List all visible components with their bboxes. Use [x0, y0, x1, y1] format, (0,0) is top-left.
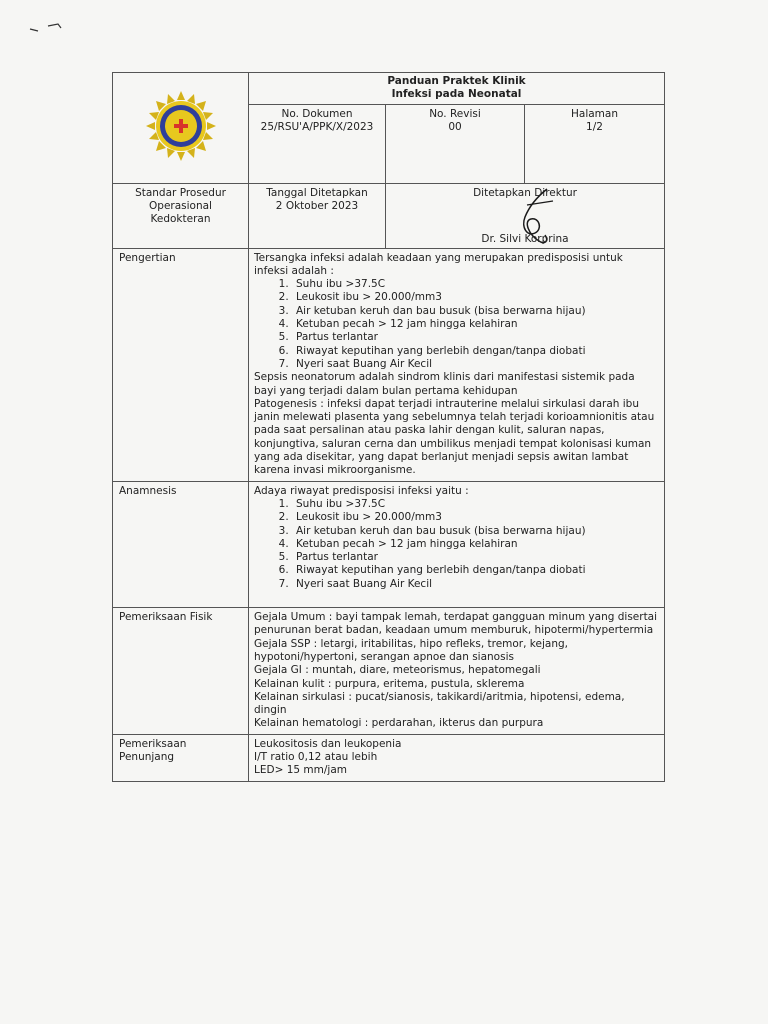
fisik-line-kelainan-kulit: Kelainan kulit : purpura, eritema, pustula, sklerema [254, 677, 525, 690]
list-item: 2. Leukosit ibu > 20.000/mm3 [292, 291, 659, 304]
fisik-line-kelainan-sirkulasi: Kelainan sirkulasi : pucat/sianosis, takikardi/aritmia, hipotensi, edema, dingin [254, 690, 625, 717]
list-item: 6. Riwayat keputihan yang berlebih dengan/tanpa diobati [292, 345, 659, 358]
document-subtitle: Infeksi pada Neonatal [391, 88, 522, 101]
tanggal-label: Tanggal Ditetapkan [266, 186, 368, 199]
fisik-line-gejala-umum: Gejala Umum : bayi tampak lemah, terdapat gangguan minum yang disertai penurunan berat badan, keadaan umum memburuk, hipotermi/hypertermia [254, 611, 658, 637]
no-dokumen-label: No. Dokumen [281, 107, 353, 120]
fisik-line-kelainan-hematologi: Kelainan hematologi : perdarahan, ikterus dan purpura [254, 717, 544, 730]
fisik-line-gejala-ssp: Gejala SSP : letargi, iritabilitas, hipo refleks, tremor, kejang, hypotoni/hypertoni, serangan apnoe dan sianosis [254, 637, 568, 663]
penunjang-line: Leukositosis dan leukopenia [254, 737, 402, 750]
sop-label-line-3: Kedokteran [150, 213, 211, 226]
tanggal-value: 2 Oktober 2023 [275, 199, 359, 212]
no-revisi-label: No. Revisi [429, 107, 481, 120]
logo-cell [113, 73, 249, 184]
section-content-pemeriksaan-penunjang [249, 734, 665, 781]
no-revisi-cell [386, 104, 525, 183]
list-item: 1. Suhu ibu >37.5C [292, 498, 659, 511]
pengertian-list [254, 278, 659, 371]
tanggal-ditetapkan-cell [249, 183, 386, 248]
hospital-logo-icon [141, 90, 221, 162]
section-content-pengertian [249, 248, 665, 481]
anamnesis-intro: Adaya riwayat predisposisi infeksi yaitu : [254, 484, 469, 497]
pengertian-intro: Tersangka infeksi adalah keadaan yang merupakan predisposisi untuk infeksi adalah : [254, 251, 623, 277]
ditetapkan-label: Ditetapkan Direktur [473, 186, 577, 199]
section-label-pemeriksaan-fisik: Pemeriksaan Fisik [113, 608, 249, 735]
section-content-pemeriksaan-fisik [249, 608, 665, 735]
sop-label-line-1: Standar Prosedur [135, 186, 226, 199]
sop-label-cell [113, 183, 249, 248]
list-item: 2. Leukosit ibu > 20.000/mm3 [292, 511, 659, 524]
ppk-document-table [112, 72, 665, 782]
list-item: 4. Ketuban pecah > 12 jam hingga kelahiran [292, 318, 659, 331]
section-content-anamnesis [249, 481, 665, 607]
ditetapkan-direktur-cell [386, 183, 665, 248]
list-item: 7. Nyeri saat Buang Air Kecil [292, 578, 659, 591]
list-item: 3. Air ketuban keruh dan bau busuk (bisa berwarna hijau) [292, 305, 659, 318]
no-dokumen-cell [249, 104, 386, 183]
signer-name: Dr. Silvi Korprina [481, 233, 569, 246]
penunjang-line: I/T ratio 0,12 atau lebih [254, 750, 378, 763]
section-label-pengertian: Pengertian [113, 248, 249, 481]
halaman-value: 1/2 [586, 120, 603, 133]
halaman-cell [525, 104, 665, 183]
penunjang-label-line-2: Penunjang [119, 750, 175, 763]
penunjang-line: LED> 15 mm/jam [254, 764, 347, 777]
section-label-pemeriksaan-penunjang [113, 734, 249, 781]
list-item: 5. Partus terlantar [292, 551, 659, 564]
penunjang-label-line-1: Pemeriksaan [119, 737, 187, 750]
no-dokumen-value: 25/RSU'A/PPK/X/2023 [260, 120, 374, 133]
halaman-label: Halaman [571, 107, 618, 120]
no-revisi-value: 00 [448, 120, 462, 133]
list-item: 7. Nyeri saat Buang Air Kecil [292, 358, 659, 371]
scan-artifact-mark [28, 20, 64, 34]
pengertian-paragraph-patogenesis: Patogenesis : infeksi dapat terjadi intrauterine melalui sirkulasi darah ibu janin melewati plasenta yang sebelumnya telah terjadi korioamnionitis atau pada saat persalinan atau paska lahir dengan kulit, saluran napas, konjungtiva, saluran cerna dan umbilikus menjadi tempat kolonisasi kuman yang ada disekitar, yang dapat berlanjut menjadi sepsis awitan lambat karena invasi mikroorganisme. [254, 397, 655, 477]
anamnesis-list [254, 498, 659, 591]
list-item: 4. Ketuban pecah > 12 jam hingga kelahiran [292, 538, 659, 551]
list-item: 6. Riwayat keputihan yang berlebih dengan/tanpa diobati [292, 564, 659, 577]
document-title-cell [249, 73, 665, 105]
list-item: 3. Air ketuban keruh dan bau busuk (bisa berwarna hijau) [292, 525, 659, 538]
section-label-anamnesis: Anamnesis [113, 481, 249, 607]
list-item: 1. Suhu ibu >37.5C [292, 278, 659, 291]
sop-label-line-2: Operasional [149, 199, 212, 212]
document-title: Panduan Praktek Klinik [387, 75, 526, 87]
list-item: 5. Partus terlantar [292, 331, 659, 344]
fisik-line-gejala-gi: Gejala GI : muntah, diare, meteorismus, hepatomegali [254, 664, 541, 677]
pengertian-paragraph-sepsis: Sepsis neonatorum adalah sindrom klinis dari manifestasi sistemik pada bayi yang terjadi dalam bulan pertama kehidupan [254, 371, 635, 397]
